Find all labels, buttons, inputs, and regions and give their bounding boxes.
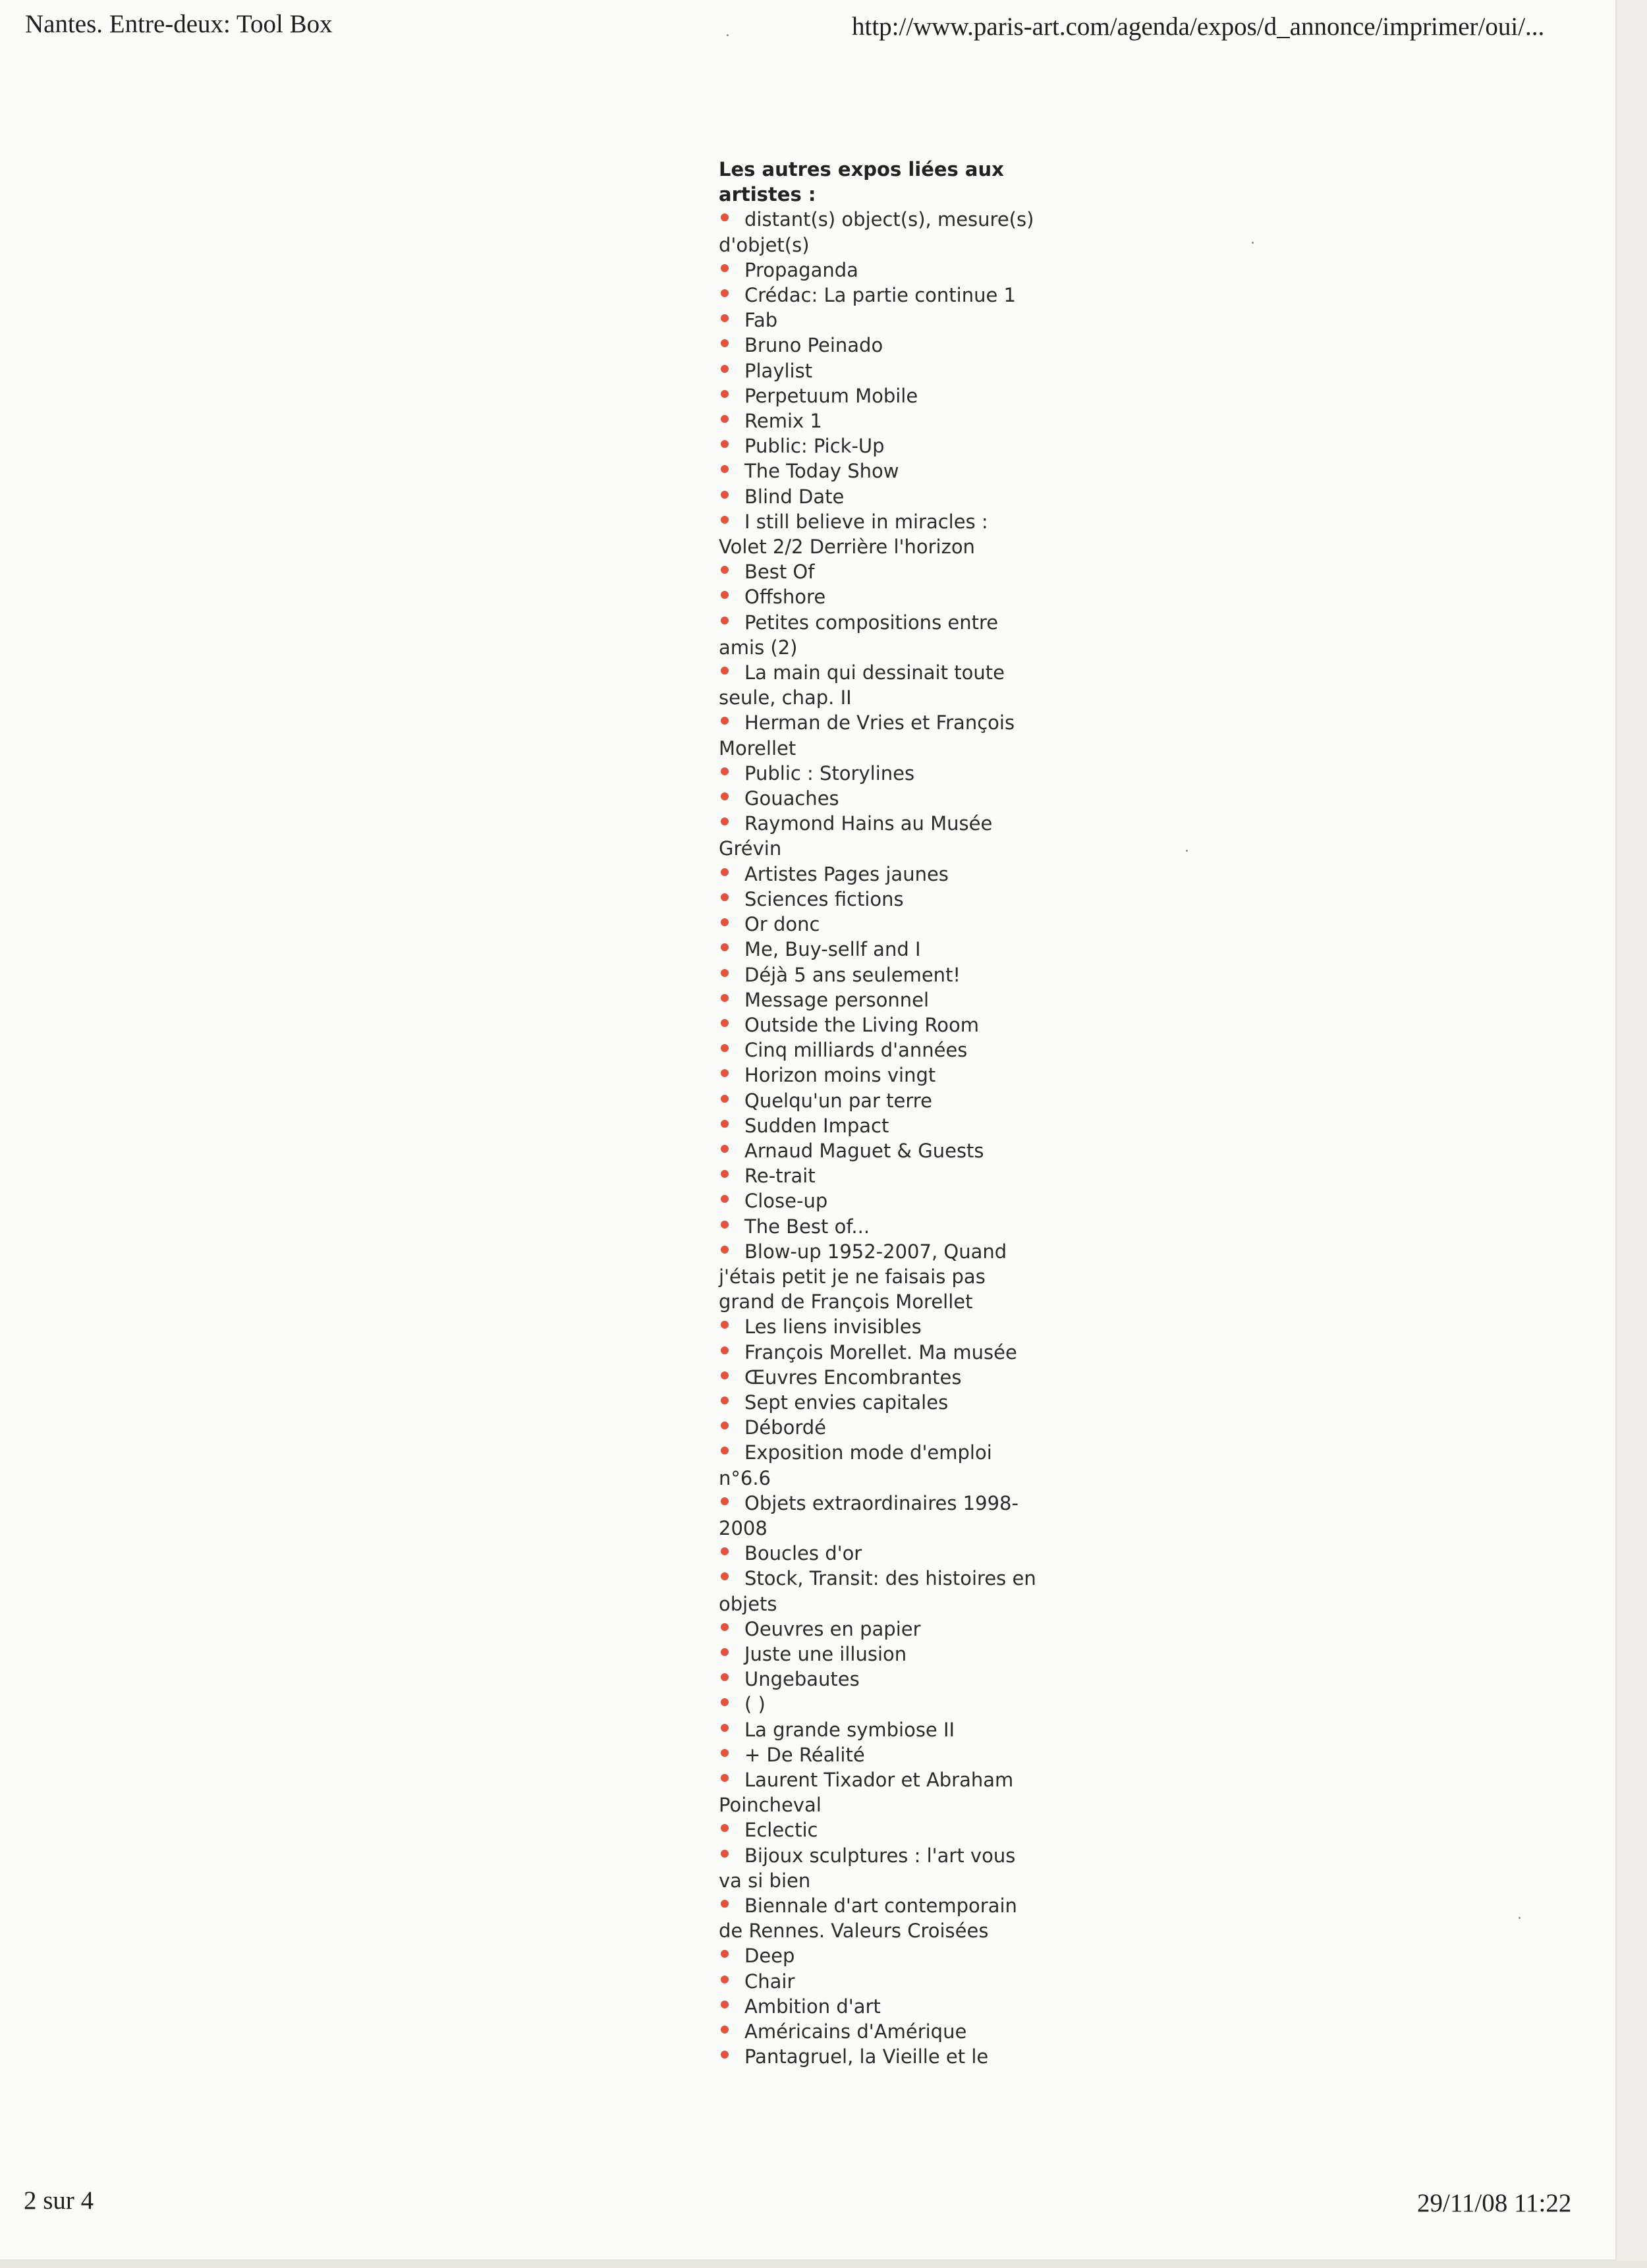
bullet-icon — [721, 1850, 729, 1858]
exhibition-link[interactable]: distant(s) object(s), mesure(s) d'objet(s) — [719, 208, 1034, 256]
list-item — [719, 1138, 1042, 1163]
exhibition-link[interactable]: Eclectic — [744, 1819, 818, 1842]
exhibition-link[interactable]: Perpetuum Mobile — [744, 384, 918, 407]
bullet-icon — [721, 1145, 729, 1153]
list-item — [719, 912, 1042, 937]
exhibition-link[interactable]: Oeuvres en papier — [744, 1617, 921, 1640]
list-item — [719, 610, 1042, 660]
exhibition-link[interactable]: I still believe in miracles : Volet 2/2 Derrière l'horizon — [719, 510, 988, 559]
list-item — [719, 1113, 1042, 1138]
list-item — [719, 1642, 1042, 1667]
list-item — [719, 283, 1042, 308]
bullet-icon — [721, 994, 729, 1002]
list-item — [719, 1617, 1042, 1642]
paper-speck — [1186, 850, 1188, 852]
exhibition-link[interactable]: Propaganda — [744, 258, 858, 281]
exhibition-link[interactable]: Or donc — [744, 913, 820, 936]
exhibition-link[interactable]: ( ) — [744, 1693, 766, 1716]
paper-speck — [1519, 1917, 1521, 1919]
bullet-icon — [721, 1572, 729, 1580]
exhibition-link[interactable]: Horizon moins vingt — [744, 1064, 936, 1087]
bullet-icon — [721, 491, 729, 499]
exhibition-link[interactable]: Herman de Vries et François Morellet — [719, 711, 1015, 760]
bullet-icon — [721, 2051, 729, 2059]
list-item — [719, 1994, 1042, 2019]
bullet-icon — [721, 1950, 729, 1958]
list-item — [719, 1893, 1042, 1943]
list-item — [719, 1969, 1042, 1994]
list-item — [719, 509, 1042, 559]
bullet-icon — [721, 314, 729, 322]
list-item — [719, 862, 1042, 887]
exhibition-link[interactable]: Américains d'Amérique — [744, 2020, 967, 2043]
list-item — [719, 1365, 1042, 1390]
bullet-icon — [721, 1246, 729, 1254]
bullet-icon — [721, 717, 729, 725]
bullet-icon — [721, 516, 729, 524]
exhibition-link[interactable]: La grande symbiose II — [744, 1718, 955, 1741]
list-item — [719, 987, 1042, 1012]
bullet-icon — [721, 566, 729, 574]
bullet-icon — [721, 792, 729, 800]
print-header-title: Nantes. Entre-deux: Tool Box — [25, 10, 333, 38]
exhibition-link[interactable]: Arnaud Maguet & Guests — [744, 1139, 984, 1162]
exhibition-link[interactable]: Ungebautes — [744, 1668, 860, 1691]
list-item — [719, 1943, 1042, 1968]
exhibition-link[interactable]: Stock, Transit: des histoires en objets — [719, 1567, 1036, 1615]
exhibition-link[interactable]: Remix 1 — [744, 410, 822, 433]
exhibition-link[interactable]: Petites compositions entre amis (2) — [719, 611, 999, 659]
exhibition-link[interactable]: Sciences fictions — [744, 887, 904, 910]
list-item — [719, 2044, 1042, 2069]
bullet-icon — [721, 440, 729, 448]
exhibition-link[interactable]: Biennale d'art contemporain de Rennes. Valeurs Croisées — [719, 1895, 1017, 1943]
exhibition-link[interactable]: Playlist — [744, 359, 813, 382]
bullet-icon — [721, 213, 729, 221]
bullet-icon — [721, 767, 729, 775]
exhibition-link[interactable]: Quelqu'un par terre — [744, 1089, 932, 1112]
related-heading: Les autres expos liées aux artistes : — [719, 158, 1004, 206]
exhibition-link[interactable]: Œuvres Encombrantes — [744, 1366, 962, 1389]
list-item — [719, 458, 1042, 484]
list-item — [719, 484, 1042, 509]
exhibition-link[interactable]: Crédac: La partie continue 1 — [744, 284, 1016, 307]
exhibition-link[interactable]: Close-up — [744, 1190, 828, 1213]
list-item — [719, 1566, 1042, 1616]
list-item — [719, 1843, 1042, 1893]
bullet-icon — [721, 667, 729, 675]
list-item — [719, 887, 1042, 912]
bullet-icon — [721, 868, 729, 876]
list-item — [719, 308, 1042, 333]
bullet-icon — [721, 1497, 729, 1505]
exhibition-link[interactable]: La main qui dessinait toute seule, chap. II — [719, 661, 1005, 709]
bullet-icon — [721, 1447, 729, 1454]
exhibition-link[interactable]: Déjà 5 ans seulement! — [744, 963, 961, 986]
list-item — [719, 1063, 1042, 1088]
list-item — [719, 660, 1042, 710]
exhibition-link[interactable]: François Morellet. Ma musée — [744, 1341, 1017, 1364]
list-item — [719, 1088, 1042, 1113]
paper-speck — [727, 34, 729, 36]
list-item — [719, 383, 1042, 408]
print-footer-page: 2 sur 4 — [24, 2186, 94, 2215]
bullet-icon — [721, 893, 729, 901]
paper-speck — [1252, 242, 1254, 244]
list-item — [719, 710, 1042, 760]
list-item — [719, 1692, 1042, 1717]
bullet-icon — [721, 289, 729, 297]
exhibition-link[interactable]: Les liens invisibles — [744, 1315, 922, 1339]
bullet-icon — [721, 1346, 729, 1354]
exhibition-link[interactable]: Sudden Impact — [744, 1114, 889, 1137]
bullet-icon — [721, 390, 729, 398]
exhibition-link[interactable]: Public : Storylines — [744, 761, 915, 785]
list-item — [719, 1012, 1042, 1037]
bullet-icon — [721, 1397, 729, 1404]
list-item — [719, 1163, 1042, 1188]
bullet-icon — [721, 339, 729, 347]
exhibition-link[interactable]: Fab — [744, 309, 778, 332]
bullet-icon — [721, 918, 729, 926]
exhibition-link[interactable]: Boucles d'or — [744, 1542, 862, 1565]
bullet-icon — [721, 415, 729, 423]
list-item — [719, 1037, 1042, 1063]
exhibition-link[interactable]: Juste une illusion — [744, 1642, 907, 1665]
bullet-icon — [721, 591, 729, 599]
list-item — [719, 1214, 1042, 1239]
list-item — [719, 1390, 1042, 1415]
exhibition-link[interactable]: Deep — [744, 1945, 795, 1968]
list-item — [719, 358, 1042, 383]
bullet-icon — [721, 1547, 729, 1555]
list-item — [719, 207, 1042, 257]
bullet-icon — [721, 1321, 729, 1329]
list-item — [719, 1541, 1042, 1566]
bullet-icon — [721, 1170, 729, 1178]
list-item — [719, 1314, 1042, 1339]
list-item — [719, 761, 1042, 786]
list-item — [719, 408, 1042, 433]
print-footer-datetime: 29/11/08 11:22 — [1417, 2189, 1572, 2217]
list-item — [719, 786, 1042, 811]
list-item — [719, 1340, 1042, 1365]
related-list — [719, 207, 1042, 2069]
exhibition-link[interactable]: Re-trait — [744, 1165, 816, 1188]
exhibition-link[interactable]: Pantagruel, la Vieille et le — [744, 2045, 989, 2068]
list-item — [719, 559, 1042, 584]
bullet-icon — [721, 1673, 729, 1681]
list-item — [719, 1817, 1042, 1842]
bullet-icon — [721, 1749, 729, 1757]
bullet-icon — [721, 1095, 729, 1103]
bullet-icon — [721, 1824, 729, 1832]
bullet-icon — [721, 365, 729, 373]
exhibition-link[interactable]: Artistes Pages jaunes — [744, 862, 949, 885]
list-item — [719, 584, 1042, 609]
list-item — [719, 1767, 1042, 1817]
bullet-icon — [721, 943, 729, 951]
bullet-icon — [721, 617, 729, 624]
paper-edge-bottom — [0, 2261, 1647, 2268]
exhibition-link[interactable]: Best Of — [744, 561, 815, 584]
bullet-icon — [721, 1019, 729, 1027]
exhibition-link[interactable]: Message personnel — [744, 988, 930, 1011]
exhibition-link[interactable]: Ambition d'art — [744, 1995, 881, 2018]
bullet-icon — [721, 1120, 729, 1128]
bullet-icon — [721, 264, 729, 272]
exhibition-link[interactable]: Débordé — [744, 1416, 826, 1439]
bullet-icon — [721, 1221, 729, 1229]
exhibition-link[interactable]: Blow-up 1952-2007, Quand j'étais petit je ne faisais pas grand de François Morellet — [719, 1240, 1007, 1314]
bullet-icon — [721, 1976, 729, 1983]
exhibition-link[interactable]: Exposition mode d'emploi n°6.6 — [719, 1441, 992, 1489]
exhibition-link[interactable]: Bruno Peinado — [744, 334, 883, 357]
exhibition-link[interactable]: Blind Date — [744, 485, 845, 508]
exhibition-link[interactable]: Cinq milliards d'années — [744, 1039, 968, 1062]
exhibition-link[interactable]: Bijoux sculptures : l'art vous va si bien — [719, 1844, 1016, 1892]
list-item — [719, 1742, 1042, 1767]
exhibition-link[interactable]: Offshore — [744, 586, 826, 609]
paper-edge — [1615, 0, 1647, 2268]
exhibition-link[interactable]: Sept envies capitales — [744, 1391, 949, 1414]
related-exhibitions — [719, 157, 1042, 2069]
bullet-icon — [721, 2026, 729, 2033]
print-header-url: http://www.paris-art.com/agenda/expos/d_annonce/imprimer/oui/... — [852, 13, 1545, 41]
list-item — [719, 1440, 1042, 1490]
list-item — [719, 1491, 1042, 1541]
bullet-icon — [721, 1069, 729, 1077]
list-item — [719, 1188, 1042, 1213]
bullet-icon — [721, 1900, 729, 1908]
bullet-icon — [721, 1774, 729, 1782]
list-item — [719, 333, 1042, 358]
list-item — [719, 1717, 1042, 1742]
exhibition-link[interactable]: + De Réalité — [744, 1743, 865, 1766]
bullet-icon — [721, 1623, 729, 1631]
bullet-icon — [721, 2001, 729, 2008]
exhibition-link[interactable]: Outside the Living Room — [744, 1013, 980, 1036]
exhibition-link[interactable]: Chair — [744, 1970, 795, 1993]
exhibition-link[interactable]: Objets extraordinaires 1998-2008 — [719, 1491, 1019, 1539]
bullet-icon — [721, 817, 729, 825]
exhibition-link[interactable]: Raymond Hains au Musée Grévin — [719, 812, 993, 860]
bullet-icon — [721, 969, 729, 977]
list-item — [719, 258, 1042, 283]
bullet-icon — [721, 1195, 729, 1203]
bullet-icon — [721, 1044, 729, 1052]
list-item — [719, 811, 1042, 861]
bullet-icon — [721, 1648, 729, 1656]
exhibition-link[interactable]: Laurent Tixador et Abraham Poincheval — [719, 1769, 1014, 1817]
list-item — [719, 1415, 1042, 1440]
bullet-icon — [721, 465, 729, 473]
exhibition-link[interactable]: The Best of... — [744, 1215, 870, 1238]
list-item — [719, 962, 1042, 987]
list-item — [719, 1667, 1042, 1692]
bullet-icon — [721, 1422, 729, 1429]
exhibition-link[interactable]: The Today Show — [744, 460, 899, 483]
exhibition-link[interactable]: Public: Pick-Up — [744, 435, 885, 458]
bullet-icon — [721, 1371, 729, 1379]
exhibition-link[interactable]: Me, Buy-sellf and I — [744, 938, 921, 961]
list-item — [719, 1239, 1042, 1315]
list-item — [719, 433, 1042, 458]
list-item — [719, 937, 1042, 962]
bullet-icon — [721, 1724, 729, 1732]
list-item — [719, 2019, 1042, 2044]
exhibition-link[interactable]: Gouaches — [744, 787, 839, 810]
bullet-icon — [721, 1698, 729, 1706]
